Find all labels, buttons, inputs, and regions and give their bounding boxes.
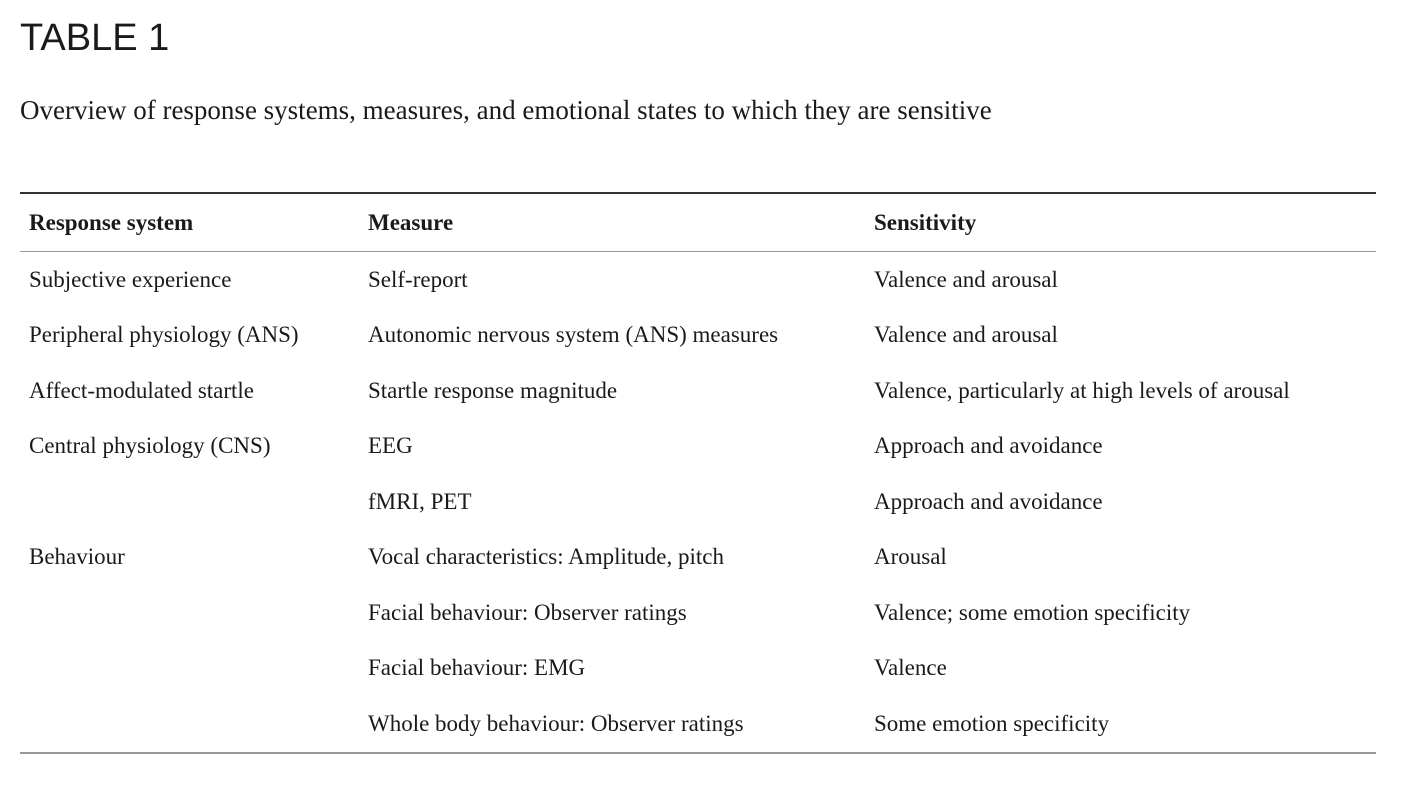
table-row	[20, 530, 1376, 586]
table-row	[20, 585, 1376, 641]
table-header	[20, 193, 1376, 252]
table-row	[20, 474, 1376, 530]
table-heading: TABLE 1	[20, 17, 170, 59]
cell-sensitivity: Valence and arousal	[874, 322, 1058, 348]
table-row	[20, 641, 1376, 697]
cell-response-system	[20, 585, 359, 641]
cell-sensitivity: Valence	[874, 655, 947, 681]
cell-measure: Facial behaviour: Observer ratings	[368, 599, 687, 625]
cell-response-system: Behaviour	[29, 544, 125, 570]
cell-response-system: Affect-modulated startle	[29, 377, 255, 403]
cell-sensitivity: Valence and arousal	[874, 266, 1058, 292]
cell-sensitivity: Valence, particularly at high levels of arousal	[874, 377, 1290, 403]
table-row	[20, 252, 1376, 308]
table-row	[20, 696, 1376, 753]
header-response-system: Response system	[20, 193, 359, 252]
table-row	[20, 363, 1376, 419]
cell-sensitivity: Valence; some emotion specificity	[874, 599, 1191, 625]
cell-measure: Vocal characteristics: Amplitude, pitch	[368, 544, 724, 570]
cell-response-system: Subjective experience	[29, 266, 232, 292]
data-table	[20, 192, 1376, 754]
cell-measure: Whole body behaviour: Observer ratings	[368, 710, 744, 736]
cell-sensitivity: Arousal	[874, 544, 947, 570]
cell-measure: Autonomic nervous system (ANS) measures	[368, 322, 779, 348]
cell-measure: Self-report	[368, 266, 468, 292]
cell-measure: Facial behaviour: EMG	[368, 655, 586, 681]
cell-response-system	[20, 641, 359, 697]
header-sensitivity: Sensitivity	[865, 193, 1376, 252]
cell-measure: Startle response magnitude	[368, 377, 618, 403]
cell-sensitivity: Some emotion specificity	[874, 710, 1110, 736]
table-body	[20, 252, 1376, 753]
cell-measure: EEG	[368, 433, 413, 459]
cell-response-system: Central physiology (CNS)	[29, 433, 271, 459]
header-row	[20, 193, 1376, 252]
cell-response-system	[20, 474, 359, 530]
table-caption: Overview of response systems, measures, and emotional states to which they are sensitive	[20, 95, 992, 125]
cell-response-system	[20, 696, 359, 753]
cell-sensitivity: Approach and avoidance	[874, 488, 1103, 514]
cell-measure: fMRI, PET	[368, 488, 472, 514]
cell-response-system: Peripheral physiology (ANS)	[29, 322, 299, 348]
header-measure: Measure	[359, 193, 865, 252]
table-row	[20, 308, 1376, 364]
table-row	[20, 419, 1376, 475]
cell-sensitivity: Approach and avoidance	[874, 433, 1103, 459]
